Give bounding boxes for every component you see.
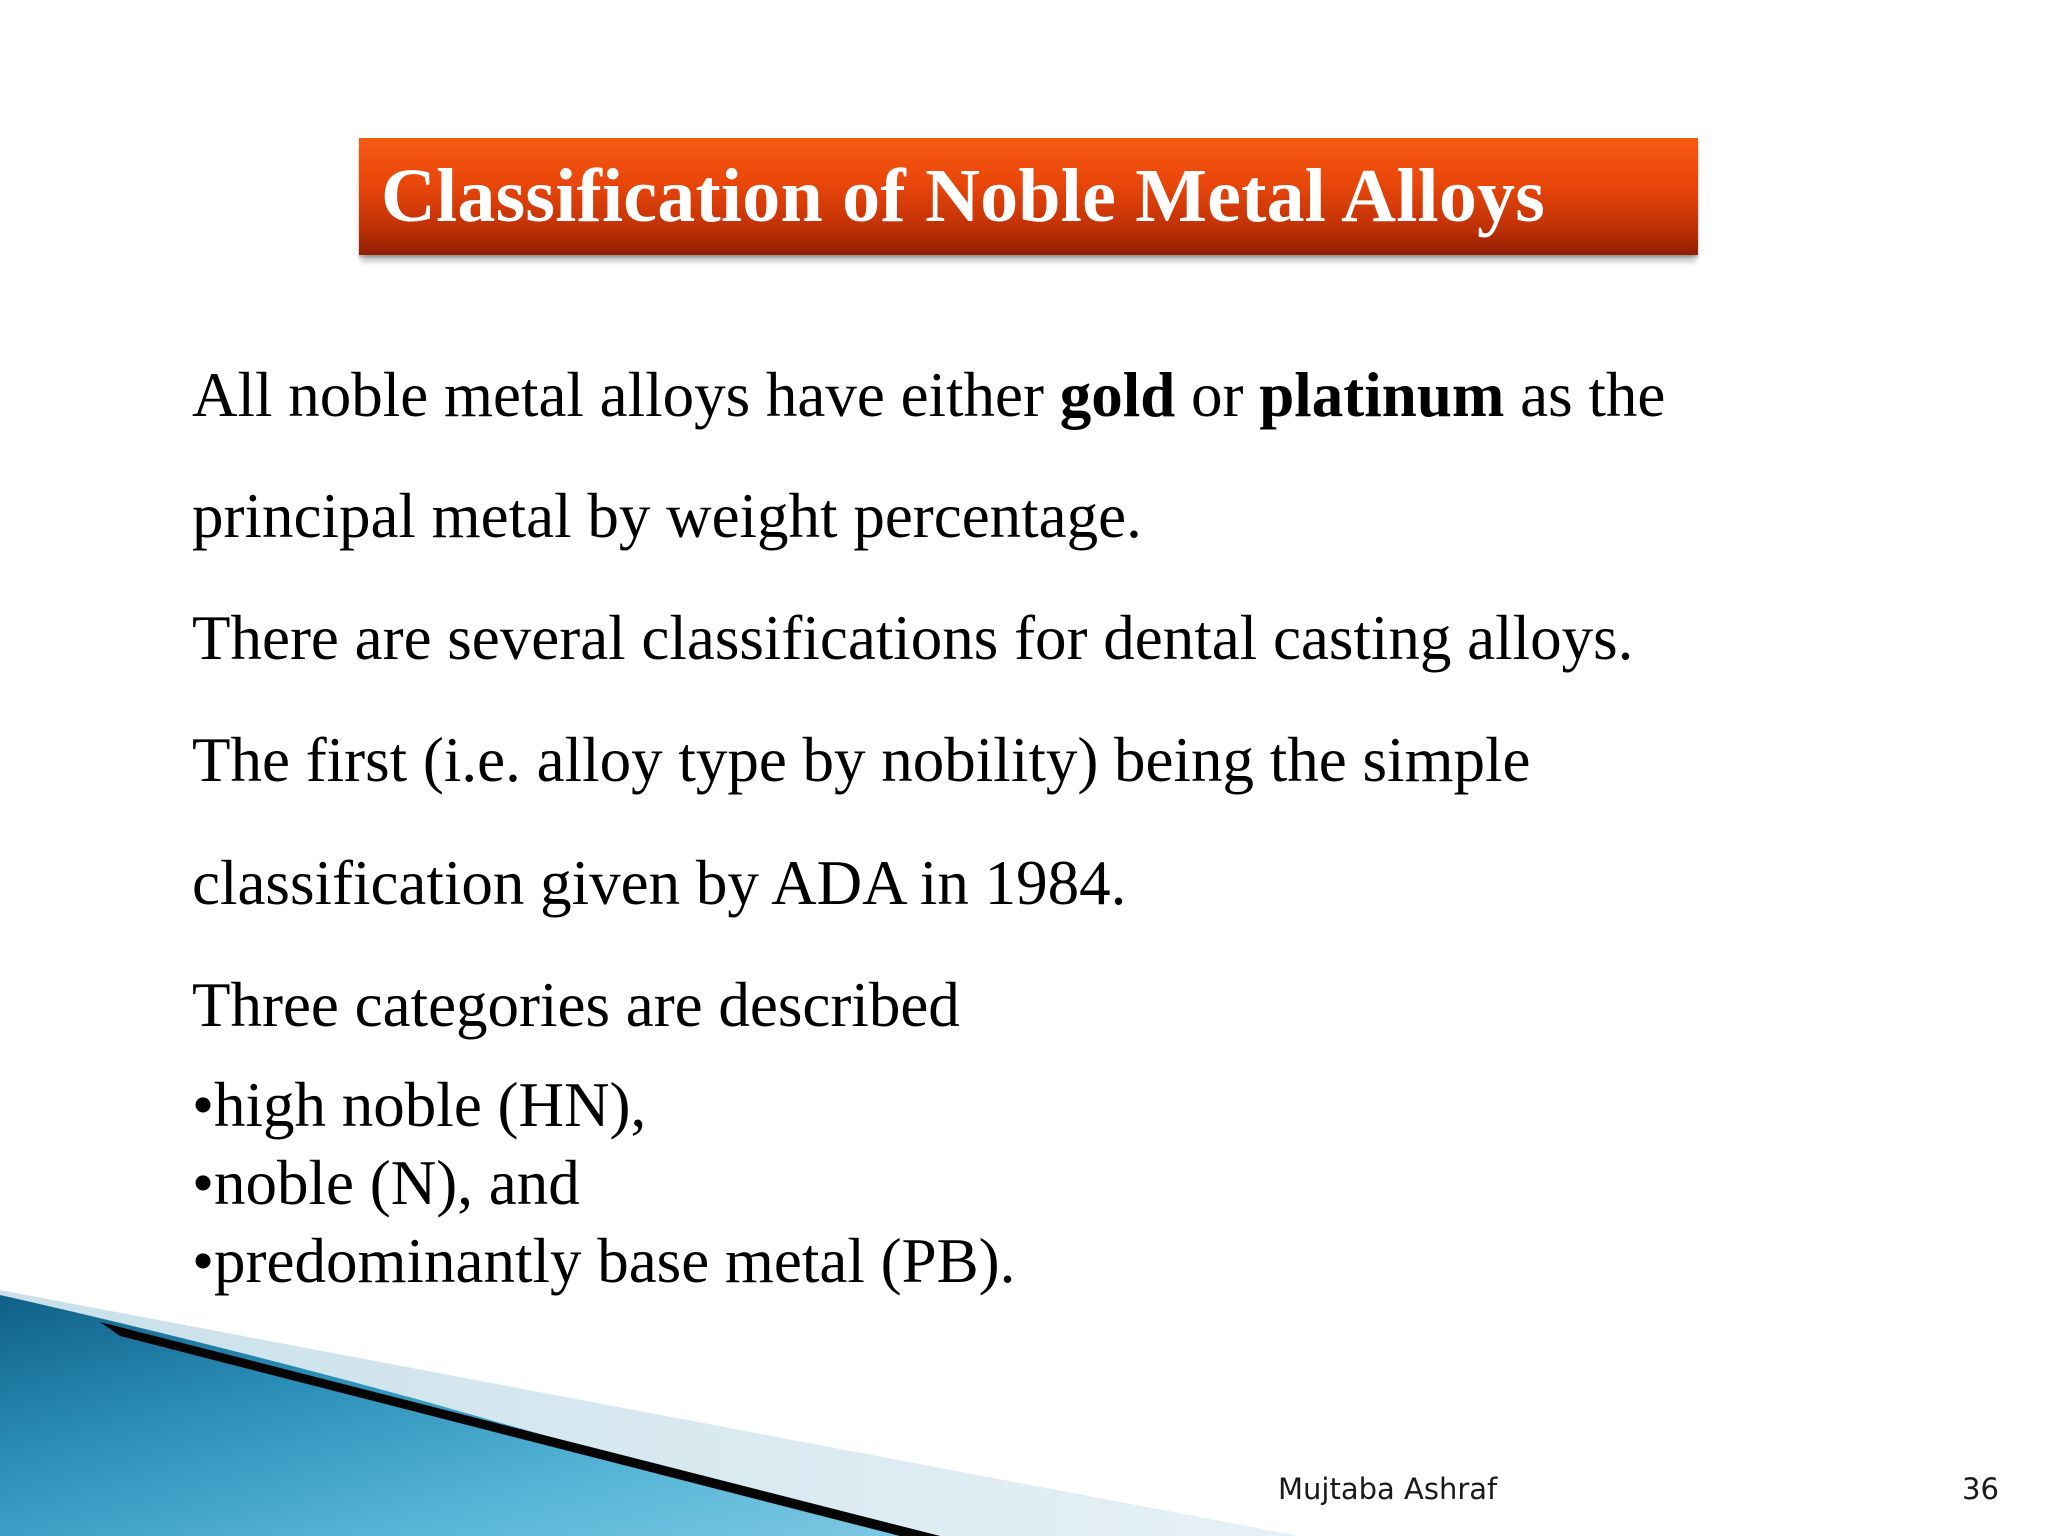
page-number: 36 <box>1962 1472 1999 1506</box>
title-banner <box>359 138 1698 255</box>
paragraph1-line1 <box>192 360 1666 430</box>
text-run: as the <box>1504 360 1666 430</box>
bullet-item: •predominantly base metal (PB). <box>192 1226 1016 1296</box>
paragraph1-line2: principal metal by weight percentage. <box>192 481 1142 551</box>
paragraph2: There are several classifications for dental casting alloys. <box>192 603 1634 673</box>
text-run: or <box>1175 360 1260 430</box>
paragraph3-line2: classification given by ADA in 1984. <box>192 848 1127 918</box>
bold-term-gold: gold <box>1059 360 1176 430</box>
bold-term-platinum: platinum <box>1259 360 1505 430</box>
text-run: All noble metal alloys have either <box>192 360 1060 430</box>
decorative-swoosh <box>0 1280 1300 1536</box>
bullet-item: •noble (N), and <box>192 1148 580 1218</box>
paragraph3-line1: The first (i.e. alloy type by nobility) being the simple <box>192 725 1531 795</box>
footer-author: Mujtaba Ashraf <box>1278 1472 1498 1506</box>
paragraph4: Three categories are described <box>192 970 960 1040</box>
slide-title: Classification of Noble Metal Alloys <box>381 154 1546 238</box>
bullet-item: •high noble (HN), <box>192 1070 647 1140</box>
